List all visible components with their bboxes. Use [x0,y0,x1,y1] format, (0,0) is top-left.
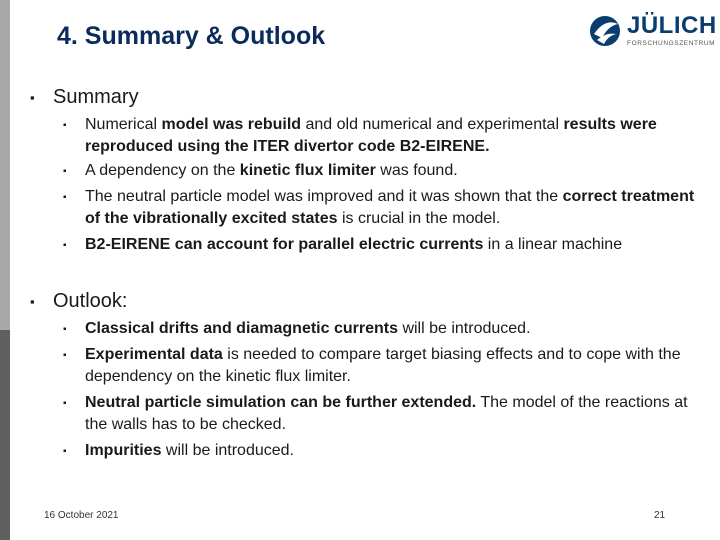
body-text: is needed to compare target biasing effects and to cope with the dependency on the kinetic flux limiter. [85,346,681,385]
outlook-item-text [85,392,703,436]
outlook-item-4 [63,440,703,462]
body-text: Numerical [85,116,162,133]
side-accent-bar-upper [0,0,10,330]
emphasis-text: Impurities [85,442,162,459]
square-bullet-icon: ▪ [63,324,67,335]
body-text: is crucial in the model. [337,210,501,227]
logo-wordmark: JÜLICH [627,12,717,39]
emphasis-text: kinetic flux limiter [239,162,376,179]
body-text: was found. [375,162,458,179]
outlook-item-3 [63,392,703,436]
emphasis-text: Classical drifts and diamagnetic currents [85,320,398,337]
summary-item-text [85,114,703,158]
page-number: 21 [654,510,666,521]
footer-date: 16 October 2021 [44,510,119,521]
body-text: and old numerical and experimental [301,116,564,133]
body-text: will be introduced. [161,442,294,459]
summary-item-text [85,160,703,182]
square-bullet-icon: ▪ [63,446,67,457]
page-title: 4. Summary & Outlook [57,22,326,50]
logo-subtitle: FORSCHUNGSZENTRUM [627,40,716,47]
emphasis-text: B2-EIRENE can account for parallel electric currents [85,236,484,253]
outlook-item-1 [63,318,703,340]
outlook-item-text [85,318,703,340]
emphasis-text: Neutral particle simulation can be further extended. [85,394,477,411]
body-text: The neutral particle model was improved and it was shown that the [85,188,563,205]
body-text: A dependency on the [85,162,240,179]
square-bullet-icon: ▪ [63,350,67,361]
summary-item-4 [63,234,703,256]
summary-item-2 [63,160,703,182]
emphasis-text: results were reproduced using the ITER divertor code B2-EIRENE. [85,116,657,155]
summary-heading-text: Summary [53,86,139,108]
square-bullet-icon: ▪ [30,294,35,309]
summary-item-text [85,234,703,256]
emphasis-text: correct treatment of the vibrationally excited states [85,188,695,227]
emphasis-text: model was rebuild [161,116,302,133]
body-text: will be introduced. [398,320,531,337]
summary-item-1 [63,114,703,158]
juelich-emblem-icon [588,14,622,48]
body-text: in a linear machine [483,236,623,253]
side-accent-bar-lower [0,330,10,540]
summary-item-3 [63,186,703,230]
square-bullet-icon: ▪ [63,240,67,251]
summary-item-text [85,186,703,230]
outlook-heading-text: Outlook: [53,290,128,312]
square-bullet-icon: ▪ [63,166,67,177]
outlook-item-2 [63,344,703,388]
outlook-item-text [85,344,703,388]
body-text: The model of the reactions at the walls has to be checked. [85,394,688,433]
square-bullet-icon: ▪ [63,120,67,131]
outlook-item-text [85,440,703,462]
juelich-logo [588,10,717,52]
square-bullet-icon: ▪ [30,90,35,105]
emphasis-text: Experimental data [85,346,223,363]
square-bullet-icon: ▪ [63,398,67,409]
square-bullet-icon: ▪ [63,192,67,203]
